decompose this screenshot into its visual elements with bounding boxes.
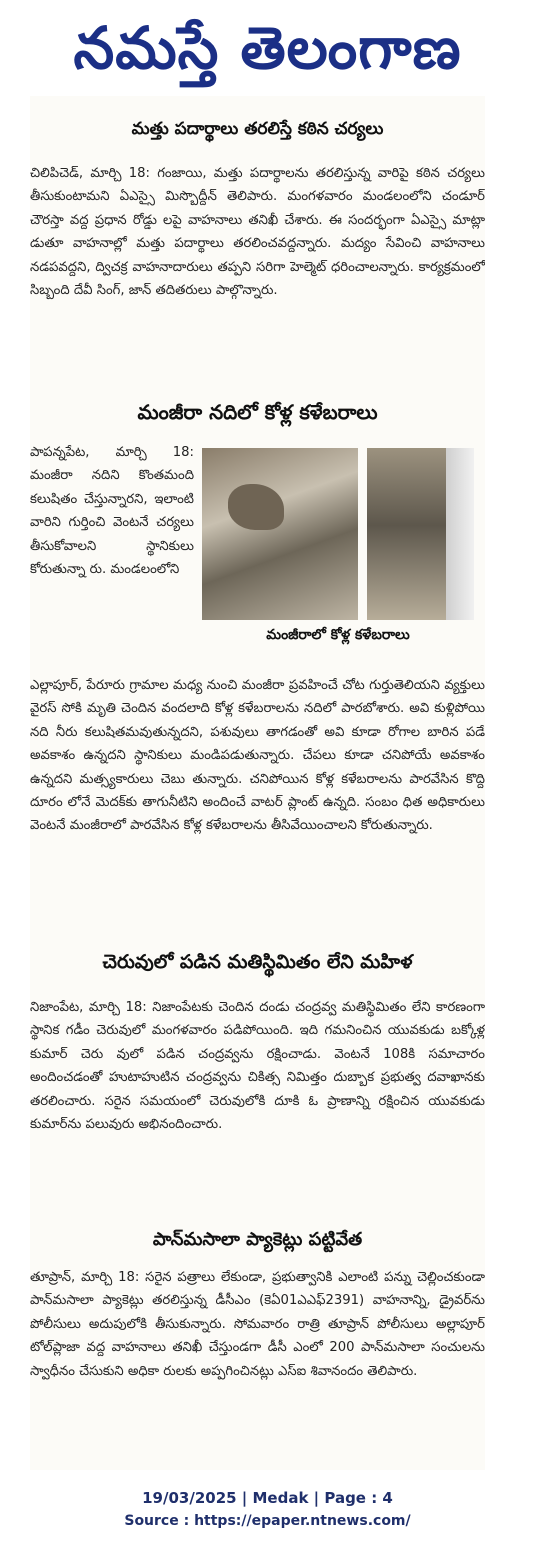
newspaper-clipping xyxy=(30,96,485,1470)
headline-panmasala-seized: పాన్‌మసాలా ప్యాకెట్లు పట్టివేత xyxy=(152,1229,363,1250)
headline-drug-crackdown: మత్తు పదార్థాలు తరలిస్తే కఠిన చర్యలు xyxy=(131,119,384,139)
article-manjeera-side-text: పాపన్నపేట, మార్చి 18: మంజీరా నదిని కొంతమంది కలుషితం చేస్తున్నారని, ఇలాంటి వారిని గుర్తించి వెంటనే చర్యలు తీసుకోవాలని స్థానికులు కోరుతున్నా రు. మండలంలోని xyxy=(30,445,194,578)
newspaper-title: నమస్తే తెలంగాణ xyxy=(73,14,462,82)
river-photo-1 xyxy=(202,448,358,620)
cropped-previous-text xyxy=(30,96,485,106)
article-woman-fell-body: నిజాంపేట, మార్చి 18: నిజాంపేటకు చెందిన దండు చంద్రవ్వ మతిస్థిమితం లేని కారణంగా స్థానిక గడీం చెరువులో మంగళవారం పడిపోయింది. ఇది గమనించిన యువకుడు బక్కోళ్ల కుమార్ చెరు వులో పడిన చంద్రవ్వను రక్షించాడు. వెంటనే 108కి సమాచారం అందించడంతో హుటాహుటిన చంద్రవ్వను చికిత్స నిమిత్తం దుబ్బాక ప్రభుత్వ దవాఖానకు తరలించారు. సరైన సమయంలో చెరువులోకి దూకి ఓ ప్రాణాన్ని రక్షించిన యువకుడు కుమార్‌ను పలువురు అభినందించారు. xyxy=(30,1000,485,1133)
article-panmasala-body: తూప్రాన్, మార్చి 18: సరైన పత్రాలు లేకుండా, ప్రభుత్వానికి ఎలాంటి పన్ను చెల్లించకుండా పాన్‌మసాలా ప్యాకెట్లు తరలిస్తున్న డీసీఎం (కెఏ01ఎఎఫ్2391) వాహనాన్ని, డ్రైవర్‌ను పోలీసులు అదుపులోకి తీసుకున్నారు. సోమవారం రాత్రి తూప్రాన్ పోలీసులు అల్లాపూర్ టోల్‌ప్లాజా వద్ద వాహనాలు తనిఖీ చేస్తుండగా డీసీ ఎంలో 200 పాన్‌మసాలా సంచులను స్వాధీనం చేసుకుని అధికా రులకు అప్పగించినట్లు ఎస్ఐ శివానందం తెలిపారు. xyxy=(30,1270,485,1379)
footer-source: Source : https://epaper.ntnews.com/ xyxy=(124,1513,411,1529)
news-photos xyxy=(202,448,474,648)
river-photo-2 xyxy=(367,448,474,620)
article-manjeera-body: ఎల్లాపూర్, పేరూరు గ్రామాల మధ్య నుంచి మంజీరా ప్రవహించే చోట గుర్తుతెలియని వ్యక్తులు వైరస్ సోకి మృతి చెందిన వందలాది కోళ్ల కళేబరాలను నదిలో పారబోశారు. అవి కుళ్లిపోయి నది నీరు కలుషితమవుతున్నదని, పశువులు తాగడంతో అవి కూడా రోగాల బారిన పడే అవకాశం ఉన్నదని స్థానికులు మండిపడుతున్నారు. చేపలు కూడా చనిపోయే అవకాశం ఉన్నదని మత్స్యకారులు చెబు తున్నారు. చనిపోయిన కోళ్ల కళేబరాలను పారవేసిన కొద్ది దూరం లోనే మెదక్‌కు తాగునీటిని అందించే వాటర్ ప్లాంట్ ఉన్నది. సంబం ధిత అధికారులు వెంటనే మంజీరాలో పారవేసిన కోళ్ల కళేబరాలను తీసివేయించాలని కోరుతున్నారు. xyxy=(30,678,485,834)
headline-manjeera-carcasses: మంజీరా నదిలో కోళ్ల కళేబరాలు xyxy=(137,400,378,424)
article-drug-crackdown-body: చిలిపిచెడ్, మార్చి 18: గంజాయి, మత్తు పదార్థాలను తరలిస్తున్న వారిపై కఠిన చర్యలు తీసుకుంటామని ఏఎస్సై మిస్బొద్దీన్ తెలిపారు. మంగళవారం మండలంలోని చండూర్ చౌరస్తా వద్ద ప్రధాన రోడ్డు లపై వాహనాలు తనిఖీ చేశారు. ఈ సందర్భంగా ఏఎస్సై మాట్లా డుతూ వాహనాల్లో మత్తు పదార్థాలు తరలించవద్దన్నారు. మద్యం సేవించి వాహనాలు నడపవద్దని, ద్విచక్ర వాహనాదారులు తప్పని సరిగా హెల్మెట్ ధరించాలన్నారు. కార్యక్రమంలో సిబ్బంది దేవీ సింగ్, జాన్ తదితరులు పాల్గొన్నారు. xyxy=(30,166,485,299)
concrete-wall xyxy=(446,448,474,620)
photo-caption: మంజీరాలో కోళ్ల కళేబరాలు xyxy=(266,627,410,643)
footer-date-edition: 19/03/2025 | Medak | Page : 4 xyxy=(142,1489,393,1507)
rock-shape xyxy=(228,484,284,530)
headline-woman-fell-in-pond: చెరువులో పడిన మతిస్థిమితం లేని మహిళ xyxy=(102,951,413,973)
masthead xyxy=(0,0,535,96)
